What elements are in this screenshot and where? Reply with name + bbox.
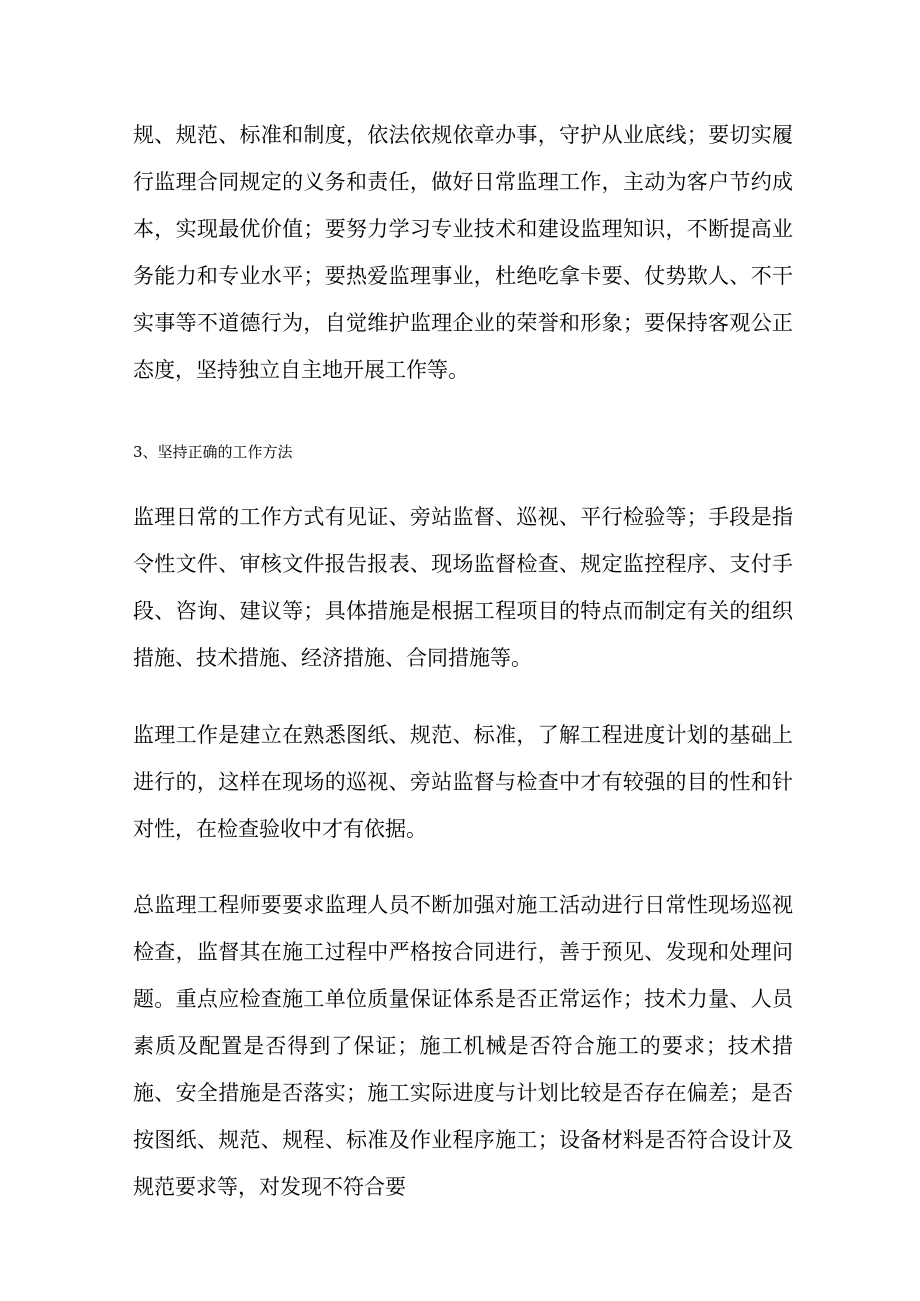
paragraph-ethics: 规、规范、标准和制度，依法依规依章办事，守护从业底线；要切实履行监理合同规定的义务和责任，做好日常监理工作，主动为客户节约成本，实现最优价值；要努力学习专业技术和建设监理知识，不断提高业务能力和专业水平；要热爱监理事业，杜绝吃拿卡要、仗势欺人、不干实事等不道德行为，自觉维护监理企业的荣誉和形象；要保持客观公正态度，坚持独立自主地开展工作等。 (133, 123, 793, 382)
section-heading: 3、坚持正确的工作方法 (133, 443, 293, 461)
paragraph-foundation: 监理工作是建立在熟悉图纸、规范、标准，了解工程进度计划的基础上进行的，这样在现场的巡视、旁站监督与检查中才有较强的目的性和针对性，在检查验收中才有依据。 (133, 723, 793, 841)
paragraph-work-methods: 监理日常的工作方式有见证、旁站监督、巡视、平行检验等；手段是指令性文件、审核文件报告报表、现场监督检查、规定监控程序、支付手段、咨询、建议等；具体措施是根据工程项目的特点而制定有关的组织措施、技术措施、经济措施、合同措施等。 (133, 505, 793, 670)
paragraph-inspection: 总监理工程师要要求监理人员不断加强对施工活动进行日常性现场巡视检查，监督其在施工过程中严格按合同进行，善于预见、发现和处理问题。重点应检查施工单位质量保证体系是否正常运作；技术力量、人员素质及配置是否得到了保证；施工机械是否符合施工的要求；技术措施、安全措施是否落实；施工实际进度与计划比较是否存在偏差；是否按图纸、规范、规程、标准及作业程序施工；设备材料是否符合设计及规范要求等，对发现不符合要 (133, 893, 793, 1199)
